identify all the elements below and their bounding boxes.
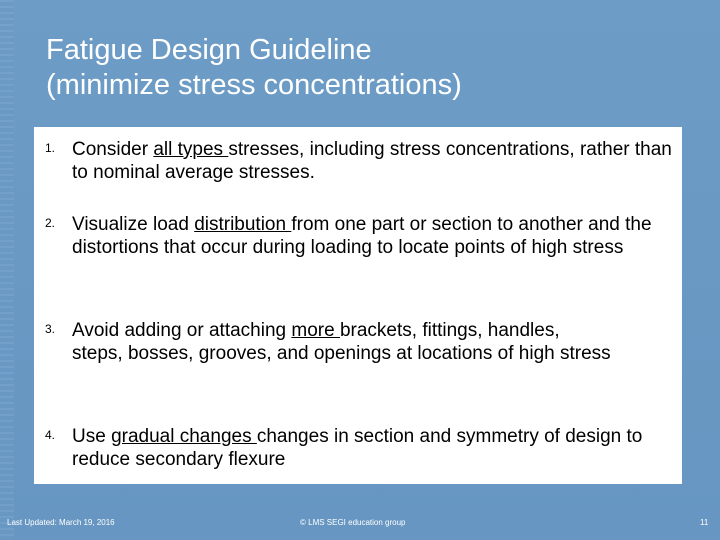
list-item-number: 2. bbox=[45, 216, 56, 230]
list-item-text bbox=[72, 319, 612, 365]
list-item-text bbox=[72, 138, 682, 184]
list-item-number: 3. bbox=[45, 322, 56, 336]
list-item-text-part: from one part or section to another and the distortions that occur during loading to locate points of high stress bbox=[72, 214, 652, 258]
list-item-number: 1. bbox=[45, 141, 56, 155]
list-item-text-part: stresses, including stress concentrations, rather than to nominal average stresses. bbox=[72, 139, 672, 183]
footer-last-updated: Last Updated: March 19, 2016 bbox=[7, 518, 115, 527]
content-panel bbox=[34, 127, 682, 484]
list-item-number: 4. bbox=[45, 428, 56, 442]
list-item-text bbox=[72, 213, 662, 259]
list-item-text-part: Visualize load bbox=[72, 214, 195, 235]
slide-title-line-2: (minimize stress concentrations) bbox=[46, 69, 462, 101]
list-item-text-part: brackets, fittings, handles, steps, bosses, grooves, and openings at locations of high stress bbox=[72, 320, 611, 364]
decorative-stripe bbox=[0, 0, 14, 540]
list-item-text bbox=[72, 425, 672, 471]
slide-title-line-1: Fatigue Design Guideline bbox=[46, 34, 372, 66]
list-item-emphasis: all types bbox=[153, 139, 229, 160]
footer-page-number: 11 bbox=[700, 518, 709, 527]
list-item-emphasis: distribution bbox=[194, 214, 292, 235]
list-item-text-part: Avoid adding or attaching bbox=[72, 320, 292, 341]
list-item-text-part: Use bbox=[72, 426, 112, 447]
list-item-text-part: Consider bbox=[72, 139, 154, 160]
list-item-text-part: changes in section and symmetry of design to reduce secondary flexure bbox=[72, 426, 643, 470]
list-item-emphasis: more bbox=[291, 320, 340, 341]
footer-copyright: © LMS SEGI education group bbox=[300, 518, 406, 527]
slide-title bbox=[46, 33, 686, 103]
list-item-emphasis: gradual changes bbox=[111, 426, 257, 447]
